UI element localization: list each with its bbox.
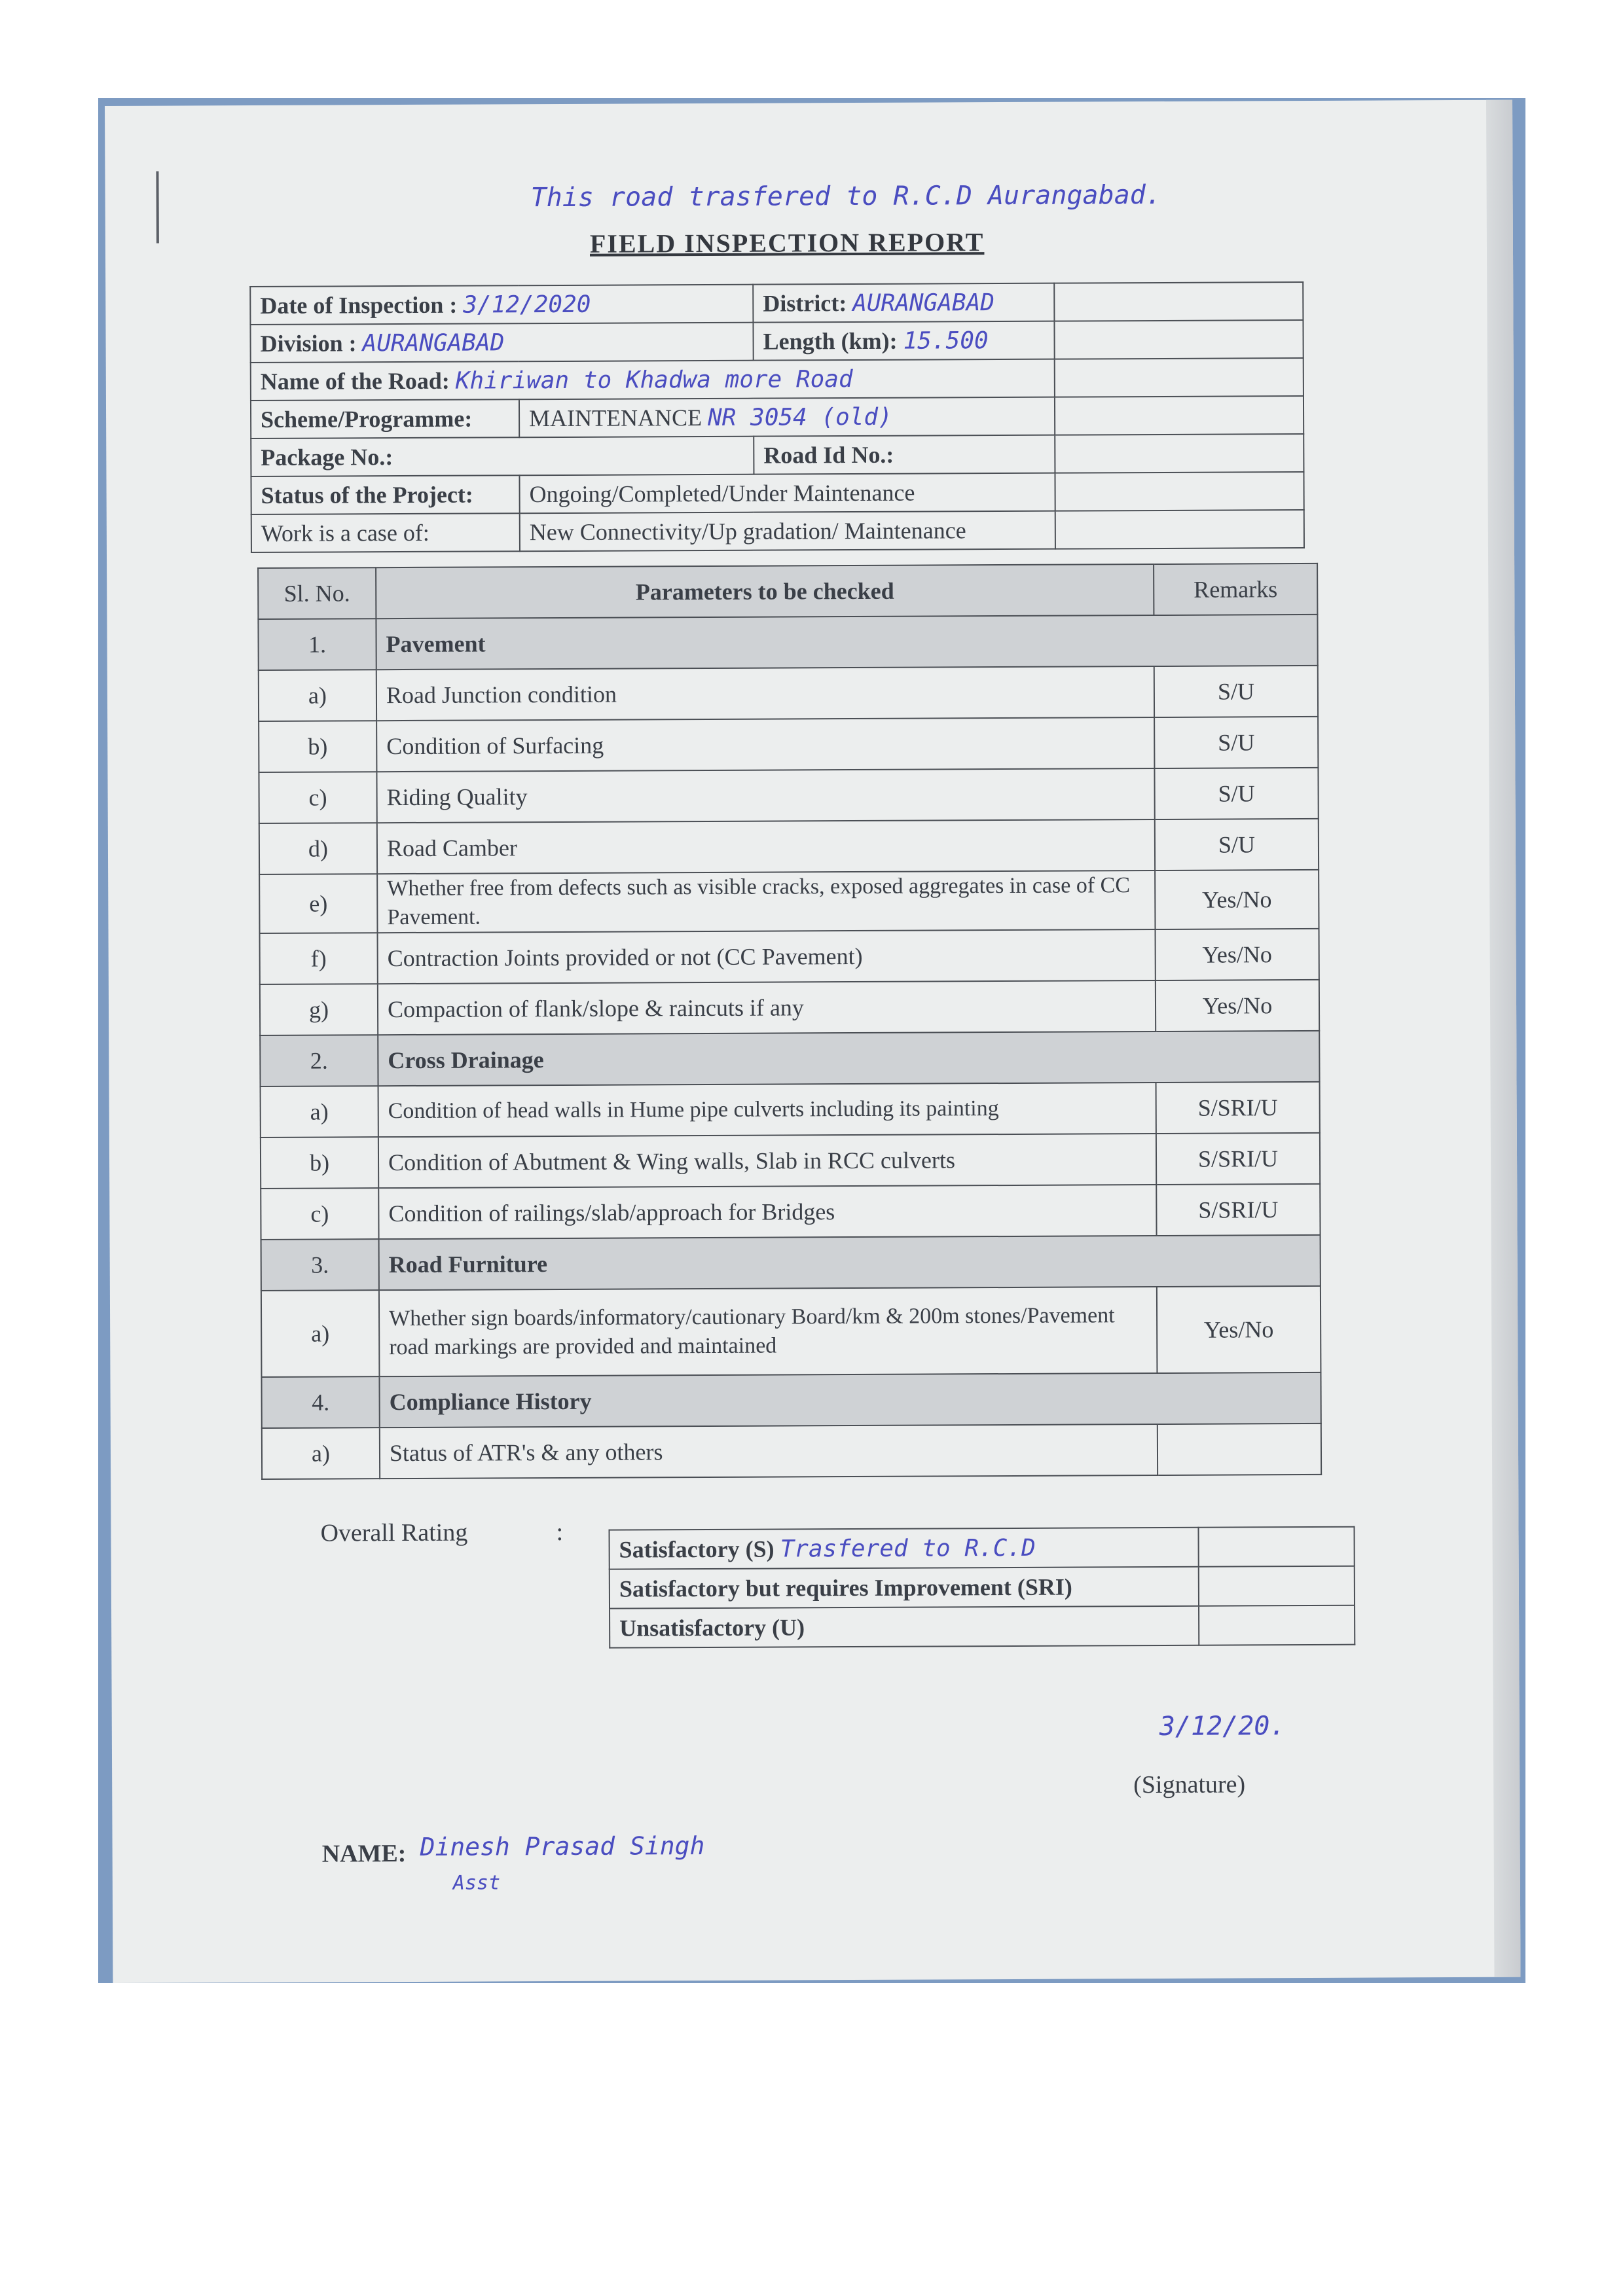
rating-u-label: Unsatisfactory (U) [610, 1606, 1199, 1648]
item-sl: d) [259, 823, 377, 874]
report-sheet [105, 100, 1520, 1983]
signature-label: (Signature) [1133, 1770, 1246, 1799]
rating-table [608, 1526, 1355, 1649]
overall-rating-colon: : [556, 1518, 564, 1547]
item-text: Condition of railings/slab/approach for Bridges [378, 1185, 1156, 1239]
parameters-table [257, 563, 1322, 1480]
header-row-division [250, 320, 1303, 363]
section-number: 3. [261, 1239, 379, 1291]
road-value: Khiriwan to Khadwa more Road [455, 366, 853, 395]
parameters-header-row [258, 564, 1317, 619]
section-row [261, 1235, 1321, 1291]
sheet-edge-shadow [1486, 100, 1521, 1977]
header-row-package [251, 434, 1304, 476]
rating-sri-label: Satisfactory but requires Improvement (SRI) [610, 1567, 1199, 1609]
item-text: Condition of head walls in Hume pipe culverts including its painting [378, 1083, 1156, 1137]
pen-mark [156, 171, 158, 243]
item-remark: S/U [1154, 768, 1318, 819]
scheme-label: Scheme/Programme: [251, 399, 519, 439]
item-text: Status of ATR's & any others [380, 1424, 1158, 1479]
item-remark: S/U [1155, 819, 1319, 870]
item-sl: f) [260, 933, 378, 984]
item-sl: b) [261, 1137, 378, 1189]
rating-sri-box [1199, 1566, 1355, 1606]
item-sl: c) [259, 772, 376, 823]
item-text: Contraction Joints provided or not (CC Pavement) [378, 929, 1156, 984]
road-label: Name of the Road: [260, 367, 450, 395]
table-row [259, 768, 1318, 823]
document-photo [98, 98, 1525, 1983]
table-row [260, 980, 1319, 1035]
table-row [261, 1082, 1320, 1138]
header-row-status [251, 472, 1304, 514]
road-id-label: Road Id No.: [754, 435, 1055, 475]
rating-row-u [610, 1605, 1355, 1648]
name-designation: Asst [452, 1871, 501, 1895]
header-row-scheme [251, 396, 1304, 439]
date-value: 3/12/2020 [463, 291, 591, 319]
item-remark [1158, 1424, 1321, 1475]
item-remark: S/SRI/U [1156, 1184, 1320, 1236]
item-remark: Yes/No [1156, 980, 1319, 1031]
package-label: Package No.: [251, 437, 754, 476]
item-sl: e) [259, 874, 377, 933]
status-label: Status of the Project: [251, 475, 519, 514]
rating-row-s [610, 1527, 1355, 1570]
section-row [260, 1031, 1319, 1086]
date-label: Date of Inspection : [260, 291, 458, 319]
item-sl: g) [260, 984, 378, 1035]
item-text: Condition of Abutment & Wing walls, Slab in RCC culverts [378, 1134, 1156, 1188]
item-remark: S/U [1154, 717, 1318, 768]
district-value: AURANGABAD [852, 289, 995, 317]
item-sl: a) [261, 1290, 380, 1377]
division-label: Division : [260, 330, 357, 357]
section-row [258, 615, 1317, 670]
district-label: District: [763, 290, 847, 317]
item-text: Compaction of flank/slope & raincuts if any [378, 980, 1156, 1035]
item-sl: b) [259, 721, 376, 772]
table-row [261, 1133, 1320, 1189]
section-number: 2. [260, 1035, 378, 1086]
handwritten-note: This road trasfered to R.C.D Aurangabad. [530, 179, 1161, 213]
item-remark: S/U [1154, 666, 1318, 717]
item-text: Road Camber [377, 819, 1155, 874]
table-row [262, 1424, 1321, 1479]
rating-row-sri [610, 1566, 1355, 1609]
item-sl: a) [261, 1086, 378, 1138]
length-value: 15.500 [903, 327, 989, 355]
section-number: 4. [261, 1376, 379, 1428]
table-row [259, 870, 1319, 933]
header-row-work [251, 510, 1304, 552]
name-value: Dinesh Prasad Singh [420, 1831, 705, 1861]
name-label: NAME: [321, 1840, 407, 1868]
col-remarks: Remarks [1154, 564, 1317, 615]
table-row [260, 929, 1319, 984]
col-sl: Sl. No. [258, 567, 376, 619]
signature-handwritten: 3/12/20. [1159, 1711, 1286, 1742]
item-remark: S/SRI/U [1156, 1082, 1320, 1134]
work-label: Work is a case of: [251, 513, 520, 552]
page-title: FIELD INSPECTION REPORT [589, 227, 985, 259]
rating-s-label: Satisfactory (S) [619, 1535, 775, 1563]
item-remark: Yes/No [1155, 870, 1319, 929]
table-row [259, 666, 1318, 721]
scheme-handwritten: NR 3054 (old) [707, 403, 892, 431]
header-row-date [250, 282, 1303, 325]
division-value: AURANGABAD [362, 329, 505, 357]
item-sl: a) [262, 1427, 380, 1479]
item-text: Riding Quality [376, 768, 1154, 823]
rating-u-box [1199, 1605, 1355, 1645]
item-sl: a) [259, 670, 376, 721]
section-row [261, 1372, 1321, 1428]
rating-s-box [1198, 1527, 1354, 1567]
status-value: Ongoing/Completed/Under Maintenance [519, 473, 1055, 514]
table-row [261, 1184, 1320, 1240]
item-remark: S/SRI/U [1156, 1133, 1320, 1185]
section-name: Pavement [376, 615, 1317, 670]
table-row [261, 1286, 1321, 1377]
section-name: Road Furniture [379, 1235, 1321, 1290]
rating-s-handwritten: Trasfered to R.C.D [780, 1534, 1036, 1563]
item-remark: Yes/No [1157, 1286, 1321, 1373]
section-name: Compliance History [379, 1372, 1321, 1427]
length-label: Length (km): [763, 327, 898, 355]
work-value: New Connectivity/Up gradation/ Maintenance [520, 511, 1055, 552]
header-row-road [251, 358, 1304, 401]
section-name: Cross Drainage [378, 1031, 1319, 1086]
item-sl: c) [261, 1188, 378, 1240]
header-table [249, 281, 1305, 553]
table-row [259, 819, 1319, 874]
item-text: Condition of Surfacing [376, 717, 1154, 772]
item-text: Whether free from defects such as visible cracks, exposed aggregates in case of CC Pavement. [377, 870, 1155, 933]
overall-rating-label: Overall Rating [320, 1518, 468, 1547]
item-text: Road Junction condition [376, 666, 1154, 721]
table-row [259, 717, 1318, 772]
scheme-value: MAINTENANCE [529, 404, 702, 432]
col-parameters: Parameters to be checked [376, 564, 1154, 619]
item-remark: Yes/No [1156, 929, 1319, 980]
section-number: 1. [258, 619, 376, 670]
item-text: Whether sign boards/informatory/cautionary Board/km & 200m stones/Pavement road markings are provided and maintained [379, 1287, 1158, 1376]
